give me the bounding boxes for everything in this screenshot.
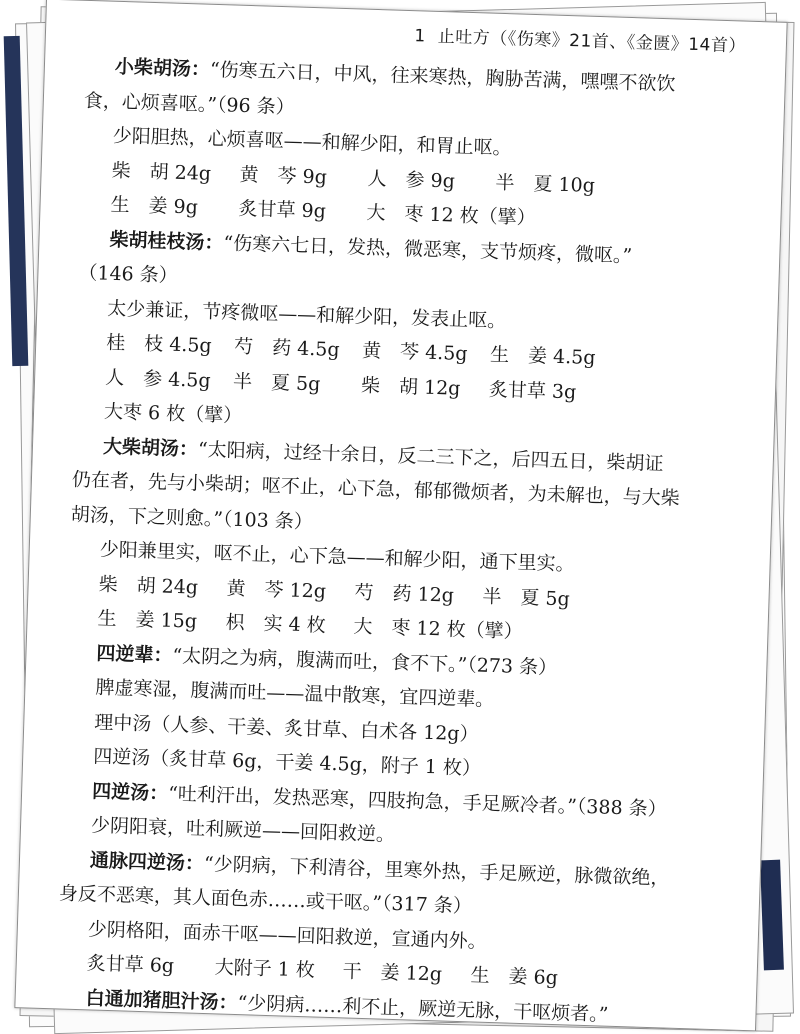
prescription-quote: “少阴病……利不止，厥逆无脉，干呕烦者。”: [237, 991, 609, 1026]
ingredient: 生 姜 9g: [110, 193, 199, 219]
ingredient: 桂 枝 4.5g: [105, 331, 212, 357]
prescription-title: 大柴胡汤：: [102, 435, 199, 461]
quote-continuation: 身反不恶寒，其人面色赤……或干呕。”（317 条）: [58, 882, 473, 918]
ingredient: [494, 200, 623, 239]
ingredient: 柴 胡 24g: [98, 573, 199, 599]
ingredient: 半 夏 5g: [232, 370, 321, 395]
ingredient: 黄 芩 12g: [226, 577, 327, 603]
prescription-summary: 太少兼证，节疼微呕——和解少阳，发表止呕。: [107, 297, 507, 332]
ingredient: 人 参 9g: [367, 167, 456, 193]
ingredient: 柴 胡 24g: [111, 159, 212, 185]
prescription-quote: “吐利汗出，发热恶寒，四肢拘急，手足厥冷者。”（388 条）: [167, 782, 667, 820]
prescription-quote: “伤寒五六日，中风，往来寒热，胸胁苦满，嘿嘿不欲饮: [209, 58, 676, 96]
page-content: [55, 7, 746, 1032]
prescription-summary: 少阴阳衰，吐利厥逆——回阳救逆。: [90, 814, 396, 846]
prescription-title: 通脉四逆汤：: [89, 848, 205, 875]
quote-continuation: 仍在者，先与小柴胡；呕不止，心下急，郁郁微烦者，为未解也，与大柴: [71, 468, 681, 510]
ingredient: 半 夏 10g: [495, 171, 596, 197]
prescription-title: 四逆辈：: [96, 642, 173, 667]
quote-continuation: （146 条）: [78, 261, 179, 287]
ingredient: 炙甘草 6g: [86, 952, 175, 978]
quote-continuation: 胡汤，下之则愈。”（103 条）: [70, 503, 314, 533]
prescription-summary: 脾虚寒湿，腹满而吐——温中散寒，宜四逆辈。: [95, 676, 495, 712]
prescription-section: [74, 221, 740, 449]
quote-continuation: 食，心烦喜呕。”（96 条）: [83, 89, 296, 118]
ingredient: [231, 399, 360, 438]
ingredient: 炙甘草 9g: [238, 197, 327, 223]
ingredient: [487, 407, 616, 446]
ingredient: 大 枣 12 枚（擘）: [366, 201, 537, 230]
ingredient: 黄 芩 4.5g: [361, 339, 468, 366]
ingredient: 芍 药 4.5g: [233, 335, 340, 361]
prescription-title: 四逆汤：: [91, 779, 169, 805]
ingredient: 干 姜 12g: [342, 960, 443, 986]
prescription-quote: “太阴之为病，腹满而吐，食不下。”（273 条）: [172, 644, 558, 679]
prescription-quote: “伤寒六七日，发热，微恶寒，支节烦疼，微呕。”: [223, 231, 633, 267]
prescription-section: [67, 428, 733, 656]
ingredient: 生 姜 15g: [97, 607, 198, 633]
prescription-section: [80, 49, 745, 242]
ingredient: [481, 614, 610, 653]
ingredient: 半 夏 5g: [482, 585, 571, 610]
ingredient: 芍 药 12g: [354, 581, 455, 607]
ingredient: [359, 403, 488, 442]
chapter-number: 1: [414, 26, 427, 47]
ingredient: 大 枣 12 枚（擘）: [353, 615, 523, 643]
prescription-section: [56, 842, 720, 1001]
ingredient: 炙甘草 3g: [488, 378, 577, 403]
prescription-title: 柴胡桂枝汤：: [109, 228, 224, 254]
ingredient: 生 姜 6g: [470, 964, 559, 990]
prescription-quote: “少阴病，下利清谷，里寒外热，手足厥逆，脉微欲绝，: [203, 852, 670, 890]
prescription-section: [63, 635, 727, 794]
ingredient: 大枣 6 枚（擘）: [103, 400, 243, 427]
book-cover-edge-right: [760, 860, 784, 971]
prescription-quote: “太阳病，过经十余日，反二三下之，后四五日，柴胡证: [197, 438, 664, 475]
ingredient: 柴 胡 12g: [360, 374, 461, 400]
chapter-title: 止吐方（《伤寒》21首、《金匮》14首）: [437, 26, 747, 57]
formula-line: 四逆汤（炙甘草 6g，干姜 4.5g，附子 1 枚）: [92, 745, 482, 780]
ingredient: 生 姜 4.5g: [489, 343, 596, 370]
prescription-title: 白通加猪胆汁汤：: [85, 986, 238, 1014]
prescription-summary: 少阳兼里实，呕不止，心下急——和解少阳，通下里实。: [99, 538, 575, 576]
ingredient: 黄 芩 9g: [239, 163, 328, 188]
prescription-summary: 少阴格阳，面赤干呕——回阳救逆，宣通内外。: [87, 917, 488, 953]
book-page: [14, 0, 787, 1031]
prescription-summary: 少阳胆热，心烦喜呕——和解少阳，和胃止呕。: [112, 124, 512, 160]
ingredient: 大附子 1 枚: [214, 956, 316, 982]
prescription-title: 小柴胡汤：: [114, 55, 211, 81]
formula-line: 理中汤（人参、干姜、炙甘草、白术各 12g）: [94, 710, 479, 746]
ingredient: 人 参 4.5g: [104, 366, 211, 392]
prescription-list: [55, 49, 745, 1032]
ingredient: 枳 实 4 枚: [225, 611, 327, 637]
